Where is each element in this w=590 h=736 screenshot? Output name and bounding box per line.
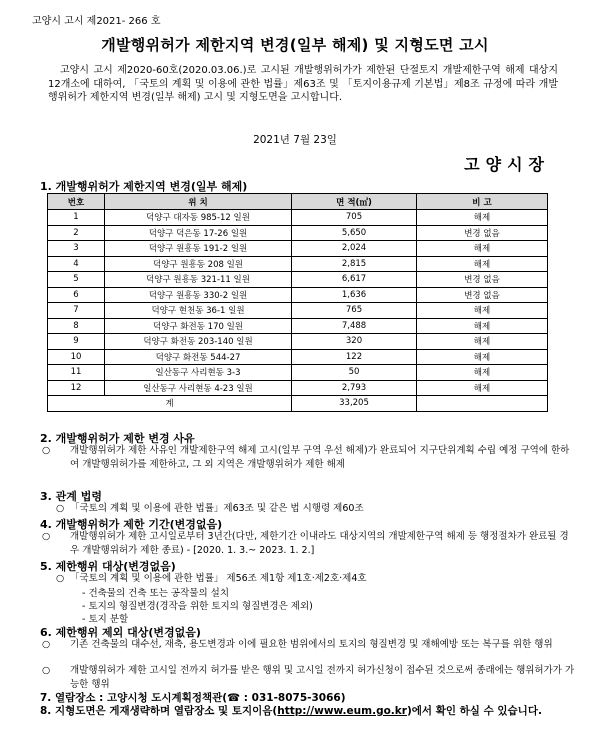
section-5-item [56, 572, 561, 586]
map-notice-prefix: 8. 지형도면은 게재생략하며 열람장소 및 토지이음( [40, 705, 278, 717]
section-6-title: 6. 제한행위 제외 대상(변경없음) [40, 626, 201, 639]
section-2-text: 개발행위허가 제한 사유인 개발제한구역 해제 고시(일부 구역 우선 해제)가 완료되어 지구단위계획 수립 예정 구역에 한하여 개발행위허가를 제한하고, 그 외 지역은 개발행위허가 제한 해제 [70, 445, 570, 470]
section-6-text-1: 기존 건축물의 대수선, 재축, 용도변경과 이에 필요한 범위에서의 토지의 형질변경 및 재해예방 또는 복구를 위한 행위 [70, 639, 553, 650]
row-number: 11 [48, 365, 105, 381]
table-row [48, 256, 548, 272]
table-row [48, 365, 548, 381]
bullet-icon: ○ [42, 665, 51, 676]
map-notice-suffix: )에서 확인 하실 수 있습니다. [406, 705, 542, 717]
section-6-item-1 [42, 638, 575, 652]
intro-paragraph: 고양시 고시 제2020-60호(2020.03.06.)로 고시된 개발행위허가가 제한된 단절토지 개발제한구역 해제 대상지 12개소에 대하여, 「국토의 계획 및 이용에 관한 법률」제63조 및 「토지이용규제 기본법」제8조 규정에 따라 개발행위허가 제한지역 변경(일부 해제) 고시 및 지형도면을 고시합니다. [48, 65, 558, 103]
column-header-area: 면 적(㎡) [292, 194, 417, 210]
section-2-item [42, 444, 575, 471]
table-row [48, 272, 548, 288]
row-note: 해제 [417, 303, 548, 319]
row-area: 6,617 [292, 272, 417, 288]
row-number: 10 [48, 349, 105, 365]
row-location: 일산동구 사리현동 4-23 일원 [105, 380, 292, 396]
row-number: 5 [48, 272, 105, 288]
row-number: 2 [48, 225, 105, 241]
row-note: 변경 없음 [417, 272, 548, 288]
notice-title: 개발행위허가 제한지역 변경(일부 해제) 및 지형도면 고시 [101, 36, 489, 54]
row-area: 705 [292, 210, 417, 226]
row-area: 320 [292, 334, 417, 350]
row-note: 해제 [417, 241, 548, 257]
table-row [48, 241, 548, 257]
row-location: 덕양구 화전동 544-27 [105, 349, 292, 365]
table-row [48, 303, 548, 319]
column-header-location: 위 치 [105, 194, 292, 210]
row-area: 122 [292, 349, 417, 365]
table-header-row [48, 194, 548, 210]
section-4-item [42, 530, 575, 557]
map-notice [40, 704, 550, 718]
row-note: 해제 [417, 318, 548, 334]
row-note: 해제 [417, 334, 548, 350]
row-number: 3 [48, 241, 105, 257]
bullet-icon: ○ [42, 639, 51, 650]
notice-date: 2021년 7월 23일 [253, 134, 337, 146]
row-location: 덕양구 원흥동 191-2 일원 [105, 241, 292, 257]
row-note: 변경 없음 [417, 225, 548, 241]
row-note: 해제 [417, 380, 548, 396]
row-location: 일산동구 사리현동 3-3 [105, 365, 292, 381]
row-note: 해제 [417, 210, 548, 226]
section-4-title: 4. 개발행위허가 제한 기간(변경없음) [40, 518, 223, 531]
section-4-text: 개발행위허가 제한 고시일로부터 3년간(다만, 제한기간 이내라도 대상지역의 개발제한구역 해제 등 행정절차가 완료될 경우 개발행위허가 제한 종료) - [2020. 1. 3.~ 2023. 1. 2.] [70, 531, 569, 556]
row-area: 7,488 [292, 318, 417, 334]
bullet-icon: ○ [56, 573, 65, 584]
table-row [48, 318, 548, 334]
notice-number: 고양시 고시 제2021- 266 호 [32, 16, 161, 27]
section-3-title: 3. 관계 법령 [40, 490, 102, 503]
row-area: 765 [292, 303, 417, 319]
restricted-area-table [47, 193, 548, 412]
eum-link[interactable]: http://www.eum.go.kr [277, 705, 407, 717]
section-5-sub-3: - 토지 분할 [82, 614, 129, 625]
section-3-text: 「국토의 계획 및 이용에 관한 법률」제63조 및 같은 법 시행령 제60조 [70, 503, 364, 514]
row-location: 덕양구 화전동 170 일원 [105, 318, 292, 334]
section-2-title: 2. 개발행위허가 제한 변경 사유 [40, 432, 195, 445]
section-1-title: 1. 개발행위허가 제한지역 변경(일부 해제) [40, 180, 248, 193]
row-location: 덕양구 대자동 985-12 일원 [105, 210, 292, 226]
row-number: 6 [48, 287, 105, 303]
row-location: 덕양구 덕은동 17-26 일원 [105, 225, 292, 241]
table-row [48, 287, 548, 303]
column-header-note: 비 고 [417, 194, 548, 210]
section-6-item-2 [42, 664, 575, 691]
section-5-text: 「국토의 계획 및 이용에 관한 법률」 제56조 제1항 제1호·제2호·제4호 [70, 573, 367, 584]
row-location: 덕양구 원흥동 321-11 일원 [105, 272, 292, 288]
bullet-icon: ○ [42, 445, 51, 456]
issuer-name: 고양시장 [464, 155, 550, 174]
table-row [48, 334, 548, 350]
table-row [48, 349, 548, 365]
bullet-icon: ○ [42, 531, 51, 542]
row-note: 해제 [417, 256, 548, 272]
row-number: 4 [48, 256, 105, 272]
total-label: 계 [48, 396, 292, 412]
table-row [48, 210, 548, 226]
section-5-title: 5. 제한행위 대상(변경없음) [40, 560, 176, 573]
row-location: 덕양구 화전동 203-140 일원 [105, 334, 292, 350]
section-6-text-2: 개발행위허가 제한 고시일 전까지 허가를 받은 행위 및 고시일 전까지 허가신청이 접수된 것으로써 종래에는 행위허가가 가능한 행위 [70, 665, 575, 690]
row-number: 9 [48, 334, 105, 350]
row-area: 50 [292, 365, 417, 381]
row-area: 1,636 [292, 287, 417, 303]
table-body [48, 210, 548, 396]
row-area: 5,650 [292, 225, 417, 241]
total-area: 33,205 [292, 396, 417, 412]
viewing-location: 7. 열람장소 : 고양시청 도시계획정책관(☎ : 031-8075-3066) [40, 692, 346, 704]
row-number: 8 [48, 318, 105, 334]
row-note: 해제 [417, 349, 548, 365]
section-3-item [56, 502, 561, 516]
table-row [48, 225, 548, 241]
row-area: 2,815 [292, 256, 417, 272]
row-location: 덕양구 원흥동 208 일원 [105, 256, 292, 272]
bullet-icon: ○ [56, 503, 65, 514]
row-note: 해제 [417, 365, 548, 381]
section-5-sub-2: - 토지의 형질변경(경작을 위한 토지의 형질변경은 제외) [82, 601, 313, 612]
total-note [417, 396, 548, 412]
row-number: 12 [48, 380, 105, 396]
row-note: 변경 없음 [417, 287, 548, 303]
table-row [48, 380, 548, 396]
row-number: 1 [48, 210, 105, 226]
table-total-row [48, 396, 548, 412]
row-location: 덕양구 원흥동 330-2 일원 [105, 287, 292, 303]
row-location: 덕양구 현천동 36-1 일원 [105, 303, 292, 319]
section-5-sub-1: - 건축물의 건축 또는 공작물의 설치 [82, 588, 230, 599]
row-area: 2,024 [292, 241, 417, 257]
row-area: 2,793 [292, 380, 417, 396]
column-header-number: 번호 [48, 194, 105, 210]
row-number: 7 [48, 303, 105, 319]
